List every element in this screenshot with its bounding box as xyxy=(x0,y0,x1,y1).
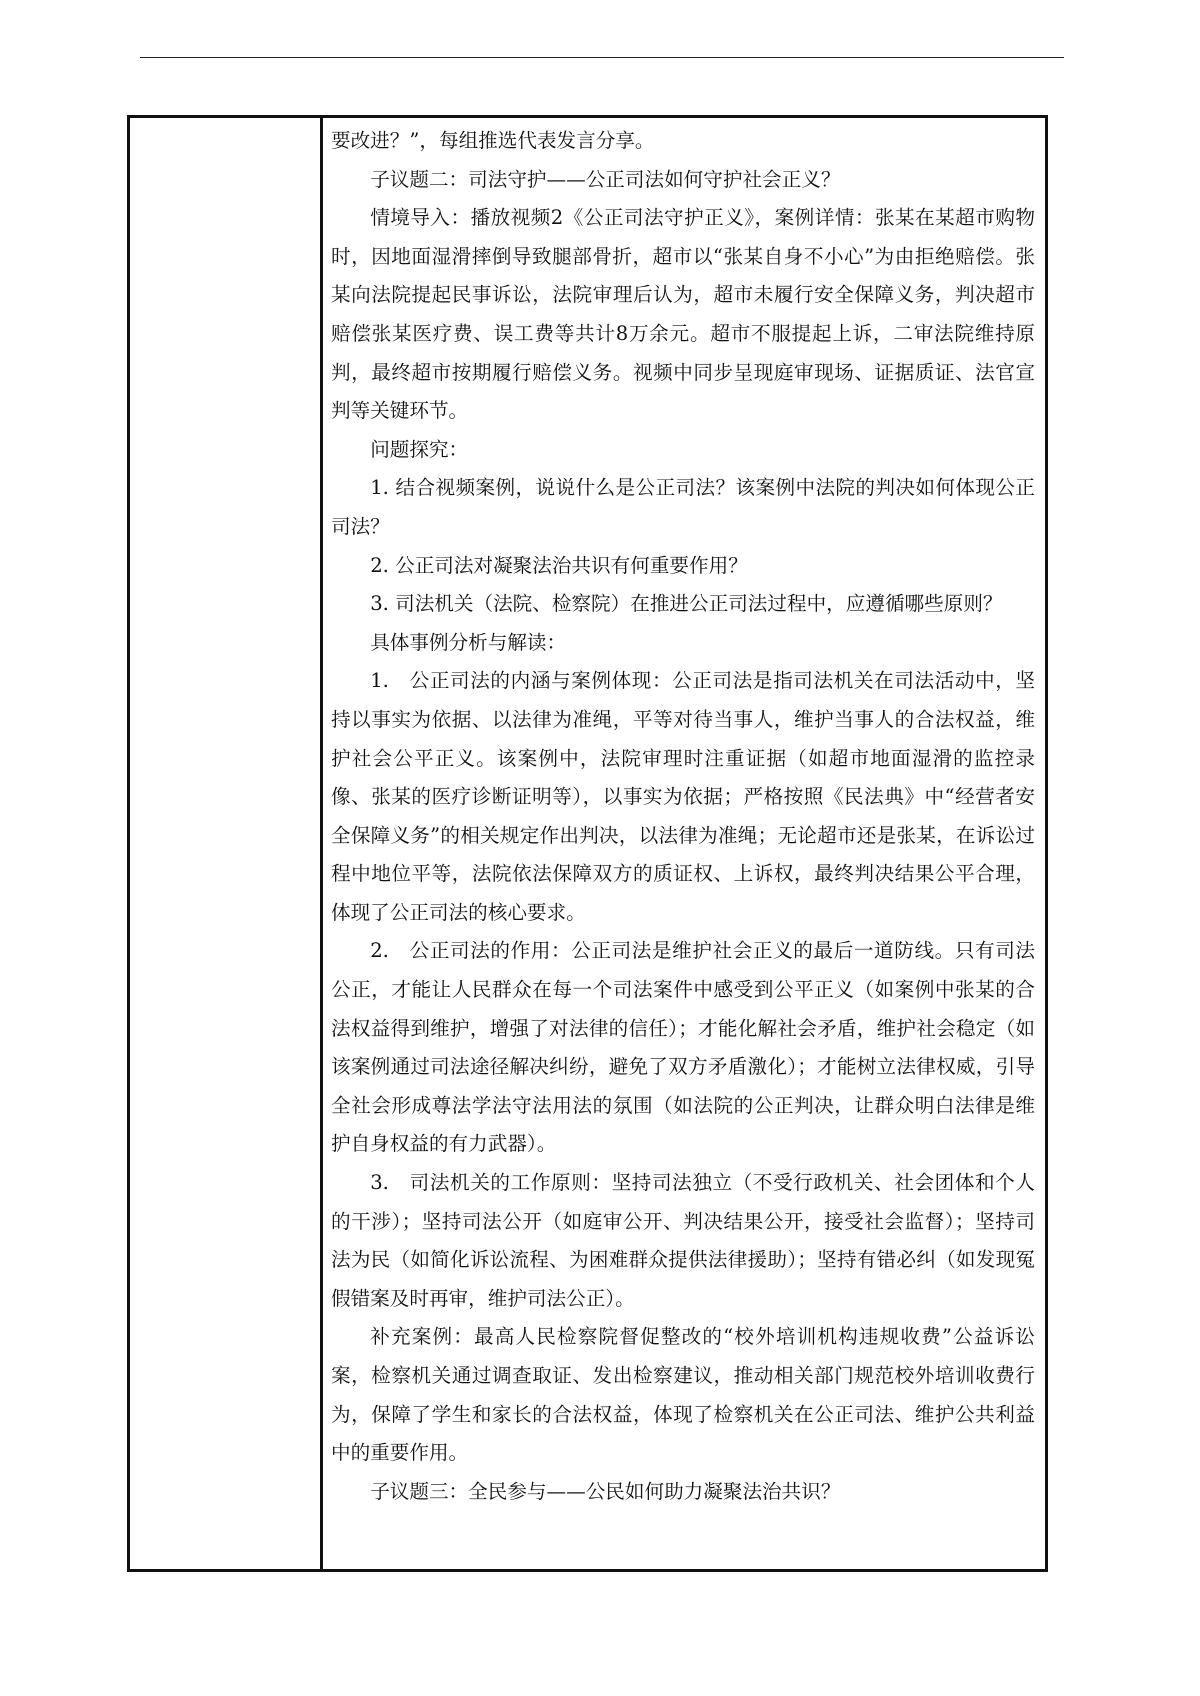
supplementary-case: 补充案例：最高人民检察院督促整改的“校外培训机构违规收费”公益诉讼案，检察机关通过调查取证、发出检察建议，推动相关部门规范校外培训收费行为，保障了学生和家长的合法权益，体现了检察机关在公正司法、维护公共利益中的重要作用。 xyxy=(331,1325,1035,1465)
scenario-introduction: 情境导入：播放视频2《公正司法守护正义》，案例详情：张某在某超市购物时，因地面湿滑摔倒导致腿部骨折，超市以“张某自身不小心”为由拒绝赔偿。张某向法院提起民事诉讼，法院审理后认为，超市未履行安全保障义务，判决超市赔偿张某医疗费、误工费等共计8万余元。超市不服提起上诉，二审法院维持原判，最终超市按期履行赔偿义务。视频中同步呈现庭审现场、证据质证、法官宣判等关键环节。 xyxy=(331,206,1035,423)
table-left-column xyxy=(130,118,323,1569)
inquiry-question-1: 1. 结合视频案例，说说什么是公正司法？该案例中法院的判决如何体现公正司法？ xyxy=(331,476,1035,538)
analysis-point-1: 1. 公正司法的内涵与案例体现：公正司法是指司法机关在司法活动中，坚持以事实为依据、以法律为准绳，平等对待当事人，维护当事人的合法权益，维护社会公平正义。该案例中，法院审理时注重证据（如超市地面湿滑的监控录像、张某的医疗诊断证明等），以事实为依据；严格按照《民法典》中“经营者安全保障义务”的相关规定作出判决，以法律为准绳；无论超市还是张某，在诉讼过程中地位平等，法院依法保障双方的质证权、上诉权，最终判决结果公平合理，体现了公正司法的核心要求。 xyxy=(331,669,1035,924)
subtopic-two-heading: 子议题二：司法守护——公正司法如何守护社会正义？ xyxy=(370,167,841,191)
paragraph-continuation: 要改进？”，每组推选代表发言分享。 xyxy=(331,129,655,152)
inquiry-question-2: 2. 公正司法对凝聚法治共识有何重要作用？ xyxy=(370,553,748,577)
lesson-table xyxy=(127,115,1048,1572)
analysis-point-3: 3. 司法机关的工作原则：坚持司法独立（不受行政机关、社会团体和个人的干涉）；坚持司法公开（如庭审公开、判决结果公开，接受社会监督）；坚持司法为民（如简化诉讼流程、为困难群众提供法律援助）；坚持有错必纠（如发现冤假错案及时再审，维护司法公正）。 xyxy=(331,1171,1035,1310)
subtopic-three-heading: 子议题三：全民参与——公民如何助力凝聚法治共识？ xyxy=(370,1479,841,1503)
inquiry-question-3: 3. 司法机关（法院、检察院）在推进公正司法过程中，应遵循哪些原则？ xyxy=(370,592,1003,616)
inquiry-heading: 问题探究： xyxy=(370,437,469,461)
header-rule xyxy=(140,57,1064,58)
table-content-column xyxy=(323,118,1045,1569)
analysis-point-2: 2. 公正司法的作用：公正司法是维护社会正义的最后一道防线。只有司法公正，才能让人民群众在每一个司法案件中感受到公平正义（如案例中张某的合法权益得到维护，增强了对法律的信任）；才能化解社会矛盾，维护社会稳定（如该案例通过司法途径解决纠纷，避免了双方矛盾激化）；才能树立法律权威，引导全社会形成尊法学法守法用法的氛围（如法院的公正判决，让群众明白法律是维护自身权益的有力武器）。 xyxy=(331,939,1035,1156)
analysis-heading: 具体事例分析与解读： xyxy=(370,630,567,654)
